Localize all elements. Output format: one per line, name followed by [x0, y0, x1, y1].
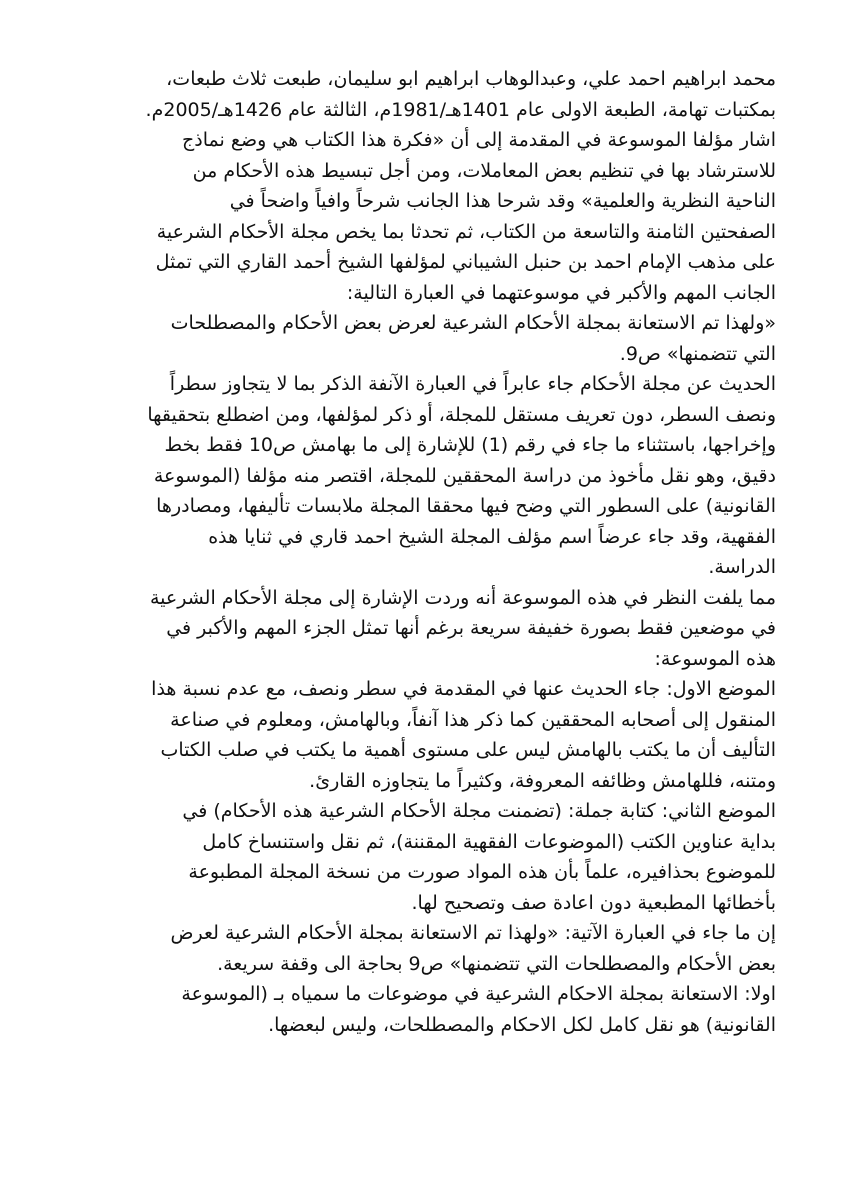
text-line: بعض الأحكام والمصطلحات التي تتضمنها» ص9 بحاجة الى وقفة سريعة.	[217, 952, 776, 975]
text-line: «ولهذا تم الاستعانة بمجلة الأحكام الشرعية لعرض بعض الأحكام والمصطلحات	[170, 312, 776, 334]
text-line: للموضوع بحذافيره، علماً بأن هذه المواد صورت من نسخة المجلة المطبوعة	[188, 861, 776, 883]
text-line: التأليف أن ما يكتب بالهامش ليس على مستوى أهمية ما يكتب في صلب الكتاب	[160, 739, 776, 761]
text-line: على مذهب الإمام احمد بن حنبل الشيباني لمؤلفها الشيخ أحمد القاري التي تمثل	[155, 251, 776, 273]
text-line: بمكتبات تهامة، الطبعة الاولى عام 1401هـ/1981م، الثالثة عام 1426هـ/2005م.	[145, 98, 776, 121]
text-line: القانونية) هو نقل كامل لكل الاحكام والمصطلحات، وليس لبعضها.	[268, 1013, 776, 1036]
text-line: القانونية) على السطور التي وضح فيها محققا المجلة ملابسات تأليفها، ومصادرها	[156, 495, 776, 517]
document-page	[104, 64, 776, 1040]
text-line: اشار مؤلفا الموسوعة في المقدمة إلى أن «فكرة هذا الكتاب هي وضع نماذج	[182, 129, 776, 151]
text-line: للاسترشاد بها في تنظيم بعض المعاملات، ومن أجل تبسيط هذه الأحكام من	[192, 159, 776, 182]
text-line: الموضع الثاني: كتابة جملة: (تضمنت مجلة الأحكام الشرعية هذه الأحكام) في	[182, 800, 776, 822]
text-line: الموضع الاول: جاء الحديث عنها في المقدمة في سطر ونصف، مع عدم نسبة هذا	[151, 678, 776, 700]
text-line: اولا: الاستعانة بمجلة الاحكام الشرعية في موضوعات ما سمياه بـ (الموسوعة	[181, 983, 776, 1005]
text-line: في موضعين فقط بصورة خفيفة سريعة برغم أنها تمثل الجزء المهم والأكبر في	[166, 617, 776, 639]
text-line: الناحية النظرية والعلمية» وقد شرحا هذا الجانب شرحاً وافياً واضحاً في	[229, 190, 776, 212]
text-line: إن ما جاء في العبارة الآتية: «ولهذا تم الاستعانة بمجلة الأحكام الشرعية لعرض	[170, 922, 776, 944]
text-line: الحديث عن مجلة الأحكام جاء عابراً في العبارة الآنفة الذكر بما لا يتجاوز سطراً	[169, 373, 776, 395]
text-line: المنقول إلى أصحابه المحققين كما ذكر هذا آنفاً، وبالهامش، ومعلوم في صناعة	[170, 708, 776, 731]
text-line: ومتنه، فللهامش وظائفه المعروفة، وكثيراً ما يتجاوزه القارئ.	[309, 769, 776, 792]
text-line: مما يلفت النظر في هذه الموسوعة أنه وردت الإشارة إلى مجلة الأحكام الشرعية	[149, 586, 776, 609]
text-line: الفقهية، وقد جاء عرضاً اسم مؤلف المجلة الشيخ احمد قاري في ثنايا هذه	[208, 525, 776, 548]
text-line: الصفحتين الثامنة والتاسعة من الكتاب، ثم تحدثا بما يخص مجلة الأحكام الشرعية	[156, 220, 776, 243]
text-line: وإخراجها، باستثناء ما جاء في رقم (1) للإشارة إلى ما بهامش ص10 فقط بخط	[164, 434, 776, 456]
text-line: ونصف السطر، دون تعريف مستقل للمجلة، أو ذكر لمؤلفها، ومن اضطلع بتحقيقها	[147, 403, 776, 426]
text-line: الدراسة.	[708, 556, 776, 578]
text-line: هذه الموسوعة:	[654, 647, 776, 670]
text-line: محمد ابراهيم احمد علي، وعبدالوهاب ابراهيم ابو سليمان، طبعت ثلاث طبعات،	[166, 68, 776, 90]
text-line: بأخطائها المطبعية دون اعادة صف وتصحيح لها.	[411, 891, 776, 914]
text-line: الجانب المهم والأكبر في موسوعتهما في العبارة التالية:	[346, 281, 776, 304]
text-line: بداية عناوين الكتب (الموضوعات الفقهية المقننة)، ثم نقل واستنساخ كامل	[202, 830, 776, 853]
text-line: دقيق، وهو نقل مأخوذ من دراسة المحققين للمجلة، اقتصر منه مؤلفا (الموسوعة	[153, 464, 776, 487]
text-line: التي تتضمنها» ص9.	[619, 342, 776, 365]
